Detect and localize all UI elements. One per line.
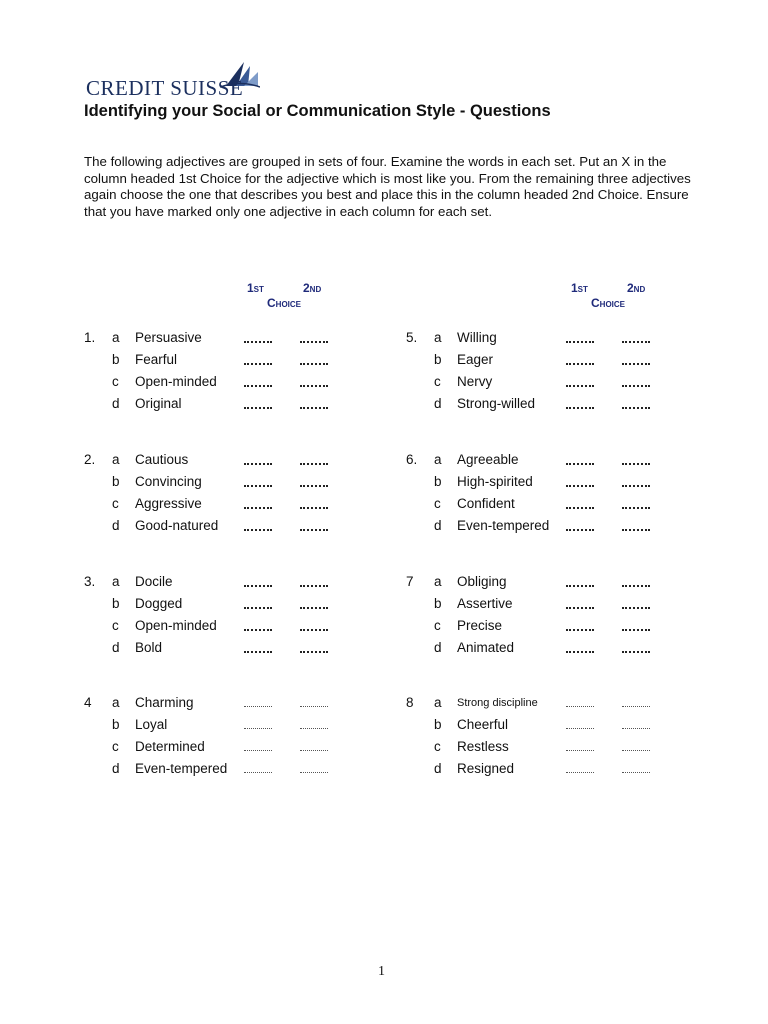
- answer-letter: c: [434, 618, 441, 633]
- first-choice-blank[interactable]: [566, 361, 594, 365]
- question-group-5: [406, 330, 706, 422]
- answer-letter: a: [434, 330, 442, 345]
- second-choice-blank[interactable]: [300, 505, 328, 509]
- second-choice-blank[interactable]: [622, 748, 650, 751]
- second-choice-blank[interactable]: [622, 770, 650, 773]
- second-choice-blank[interactable]: [300, 770, 328, 773]
- first-choice-blank[interactable]: [244, 748, 272, 751]
- answer-word: Restless: [457, 739, 509, 754]
- first-choice-blank[interactable]: [244, 583, 272, 587]
- question-group-7: [406, 574, 706, 666]
- question-number: 2.: [84, 452, 96, 467]
- column-header-left: [247, 281, 367, 310]
- question-group-2: [84, 452, 384, 544]
- second-choice-blank[interactable]: [300, 649, 328, 653]
- answer-row: [84, 474, 384, 496]
- answer-word: Even-tempered: [457, 518, 550, 533]
- answer-word: Persuasive: [135, 330, 202, 345]
- answer-row: [406, 695, 706, 717]
- answer-row: [84, 618, 384, 640]
- answer-word: Willing: [457, 330, 497, 345]
- answer-letter: b: [112, 352, 120, 367]
- answer-row: [406, 739, 706, 761]
- first-choice-blank[interactable]: [566, 704, 594, 707]
- answer-row: [406, 496, 706, 518]
- answer-letter: d: [434, 396, 442, 411]
- second-choice-blank[interactable]: [300, 527, 328, 531]
- answer-row: [406, 452, 706, 474]
- answer-word: Original: [135, 396, 182, 411]
- answer-letter: a: [434, 695, 442, 710]
- question-number: 6.: [406, 452, 418, 467]
- answer-letter: c: [434, 496, 441, 511]
- page-title: Identifying your Social or Communication Style - Questions: [84, 102, 551, 120]
- answer-word: Open-minded: [135, 374, 217, 389]
- answer-word: Nervy: [457, 374, 493, 389]
- answer-row: [84, 640, 384, 662]
- second-choice-blank[interactable]: [300, 627, 328, 631]
- answer-row: [84, 695, 384, 717]
- second-choice-header: 2nd: [303, 281, 322, 295]
- credit-suisse-logo: [86, 60, 266, 100]
- second-choice-blank[interactable]: [300, 583, 328, 587]
- question-number: 3.: [84, 574, 96, 589]
- answer-word: Confident: [457, 496, 515, 511]
- answer-word: Strong-willed: [457, 396, 536, 411]
- question-group-8: [406, 695, 706, 787]
- answer-word: Cautious: [135, 452, 189, 467]
- second-choice-blank[interactable]: [622, 583, 650, 587]
- answer-row: [406, 717, 706, 739]
- answer-letter: a: [112, 330, 120, 345]
- answer-letter: a: [434, 574, 442, 589]
- second-choice-blank[interactable]: [300, 704, 328, 707]
- answer-letter: d: [112, 640, 120, 655]
- second-choice-blank[interactable]: [300, 605, 328, 609]
- answer-letter: b: [112, 596, 120, 611]
- choice-header: Choice: [267, 296, 302, 310]
- answer-word: Fearful: [135, 352, 178, 367]
- second-choice-blank[interactable]: [622, 527, 650, 531]
- logo-text: CREDIT SUISSE: [86, 76, 244, 100]
- answer-row: [406, 618, 706, 640]
- first-choice-blank[interactable]: [566, 339, 594, 343]
- answer-letter: a: [112, 574, 120, 589]
- question-number: 1.: [84, 330, 96, 345]
- answer-letter: a: [434, 452, 442, 467]
- first-choice-blank[interactable]: [566, 483, 594, 487]
- second-choice-blank[interactable]: [300, 383, 328, 387]
- answer-letter: d: [434, 761, 442, 776]
- answer-row: [406, 474, 706, 496]
- answer-row: [406, 761, 706, 783]
- first-choice-blank[interactable]: [566, 383, 594, 387]
- answer-word: Precise: [457, 618, 503, 633]
- second-choice-blank[interactable]: [622, 605, 650, 609]
- answer-word: Agreeable: [457, 452, 519, 467]
- first-choice-blank[interactable]: [244, 483, 272, 487]
- answer-row: [406, 396, 706, 418]
- answer-letter: c: [434, 739, 441, 754]
- first-choice-blank[interactable]: [244, 627, 272, 631]
- second-choice-blank[interactable]: [622, 339, 650, 343]
- answer-word: Cheerful: [457, 717, 509, 732]
- answer-word: Even-tempered: [135, 761, 228, 776]
- first-choice-blank[interactable]: [244, 726, 272, 729]
- second-choice-blank[interactable]: [622, 649, 650, 653]
- first-choice-blank[interactable]: [566, 605, 594, 609]
- question-number: 7: [406, 574, 414, 589]
- question-number: 4: [84, 695, 92, 710]
- second-choice-blank[interactable]: [622, 405, 650, 409]
- answer-letter: c: [434, 374, 441, 389]
- answer-row: [84, 574, 384, 596]
- first-choice-blank[interactable]: [566, 461, 594, 465]
- first-choice-blank[interactable]: [566, 748, 594, 751]
- first-choice-blank[interactable]: [244, 383, 272, 387]
- second-choice-blank[interactable]: [300, 339, 328, 343]
- answer-row: [84, 518, 384, 540]
- answer-row: [406, 374, 706, 396]
- answer-word: Good-natured: [135, 518, 219, 533]
- answer-word: Eager: [457, 352, 494, 367]
- first-choice-header: 1st: [247, 281, 264, 295]
- answer-word: Loyal: [135, 717, 168, 732]
- answer-letter: a: [112, 452, 120, 467]
- instructions-paragraph: The following adjectives are grouped in sets of four. Examine the words in each set. Put an X in the column headed 1st Choice for the adjective which is most like you. From the remaining three adjectives again choose the one that describes you best and place this in the column headed 2nd Choice. Ensure that you have marked only one adjective in each column for each set.: [84, 154, 691, 219]
- second-choice-blank[interactable]: [622, 361, 650, 365]
- answer-word: Animated: [457, 640, 515, 655]
- second-choice-blank[interactable]: [300, 748, 328, 751]
- first-choice-blank[interactable]: [244, 505, 272, 509]
- second-choice-blank[interactable]: [300, 361, 328, 365]
- answer-row: [406, 518, 706, 540]
- answer-row: [84, 396, 384, 418]
- answer-letter: c: [112, 496, 119, 511]
- first-choice-header: 1st: [571, 281, 588, 295]
- first-choice-blank[interactable]: [244, 704, 272, 707]
- answer-letter: d: [112, 761, 120, 776]
- first-choice-blank[interactable]: [244, 361, 272, 365]
- answer-letter: b: [434, 717, 442, 732]
- first-choice-blank[interactable]: [244, 649, 272, 653]
- answer-row: [84, 330, 384, 352]
- answer-row: [84, 352, 384, 374]
- answer-word: Docile: [135, 574, 173, 589]
- answer-letter: b: [112, 717, 120, 732]
- answer-word: Assertive: [457, 596, 513, 611]
- answer-letter: d: [434, 518, 442, 533]
- answer-word: Convincing: [135, 474, 202, 489]
- second-choice-blank[interactable]: [300, 461, 328, 465]
- answer-word: Dogged: [135, 596, 183, 611]
- first-choice-blank[interactable]: [244, 461, 272, 465]
- answer-letter: c: [112, 374, 119, 389]
- first-choice-blank[interactable]: [244, 605, 272, 609]
- answer-row: [406, 330, 706, 352]
- answer-letter: d: [112, 518, 120, 533]
- answer-word: High-spirited: [457, 474, 533, 489]
- question-group-3: [84, 574, 384, 666]
- question-group-6: [406, 452, 706, 544]
- first-choice-blank[interactable]: [244, 405, 272, 409]
- first-choice-blank[interactable]: [566, 527, 594, 531]
- answer-word: Aggressive: [135, 496, 202, 511]
- second-choice-blank[interactable]: [300, 726, 328, 729]
- answer-word: Charming: [135, 695, 194, 710]
- second-choice-blank[interactable]: [622, 726, 650, 729]
- answer-row: [84, 717, 384, 739]
- answer-row: [406, 352, 706, 374]
- answer-row: [84, 761, 384, 783]
- second-choice-blank[interactable]: [622, 505, 650, 509]
- question-group-4: [84, 695, 384, 787]
- second-choice-blank[interactable]: [622, 704, 650, 707]
- second-choice-blank[interactable]: [300, 405, 328, 409]
- answer-row: [84, 374, 384, 396]
- first-choice-blank[interactable]: [244, 339, 272, 343]
- first-choice-blank[interactable]: [566, 583, 594, 587]
- first-choice-blank[interactable]: [566, 649, 594, 653]
- second-choice-blank[interactable]: [300, 483, 328, 487]
- question-number: 5.: [406, 330, 418, 345]
- first-choice-blank[interactable]: [566, 505, 594, 509]
- answer-word: Determined: [135, 739, 205, 754]
- second-choice-blank[interactable]: [622, 483, 650, 487]
- answer-letter: a: [112, 695, 120, 710]
- answer-letter: b: [434, 474, 442, 489]
- answer-row: [406, 596, 706, 618]
- page-number: 1: [378, 964, 385, 979]
- first-choice-blank[interactable]: [566, 405, 594, 409]
- answer-letter: c: [112, 739, 119, 754]
- answer-letter: d: [434, 640, 442, 655]
- answer-row: [84, 739, 384, 761]
- second-choice-blank[interactable]: [622, 383, 650, 387]
- answer-word: Bold: [135, 640, 163, 655]
- question-number: 8: [406, 695, 414, 710]
- second-choice-blank[interactable]: [622, 627, 650, 631]
- second-choice-header: 2nd: [627, 281, 646, 295]
- first-choice-blank[interactable]: [244, 770, 272, 773]
- first-choice-blank[interactable]: [244, 527, 272, 531]
- first-choice-blank[interactable]: [566, 770, 594, 773]
- first-choice-blank[interactable]: [566, 627, 594, 631]
- answer-word: Obliging: [457, 574, 507, 589]
- answer-letter: b: [434, 352, 442, 367]
- answer-word: Open-minded: [135, 618, 217, 633]
- answer-letter: d: [112, 396, 120, 411]
- answer-row: [406, 640, 706, 662]
- first-choice-blank[interactable]: [566, 726, 594, 729]
- answer-word: Strong discipline: [457, 697, 538, 709]
- column-header-right: [571, 281, 691, 310]
- answer-letter: c: [112, 618, 119, 633]
- question-group-1: [84, 330, 384, 422]
- answer-letter: b: [434, 596, 442, 611]
- answer-row: [84, 596, 384, 618]
- second-choice-blank[interactable]: [622, 461, 650, 465]
- answer-row: [84, 452, 384, 474]
- answer-word: Resigned: [457, 761, 515, 776]
- answer-row: [84, 496, 384, 518]
- answer-row: [406, 574, 706, 596]
- answer-letter: b: [112, 474, 120, 489]
- choice-header: Choice: [591, 296, 626, 310]
